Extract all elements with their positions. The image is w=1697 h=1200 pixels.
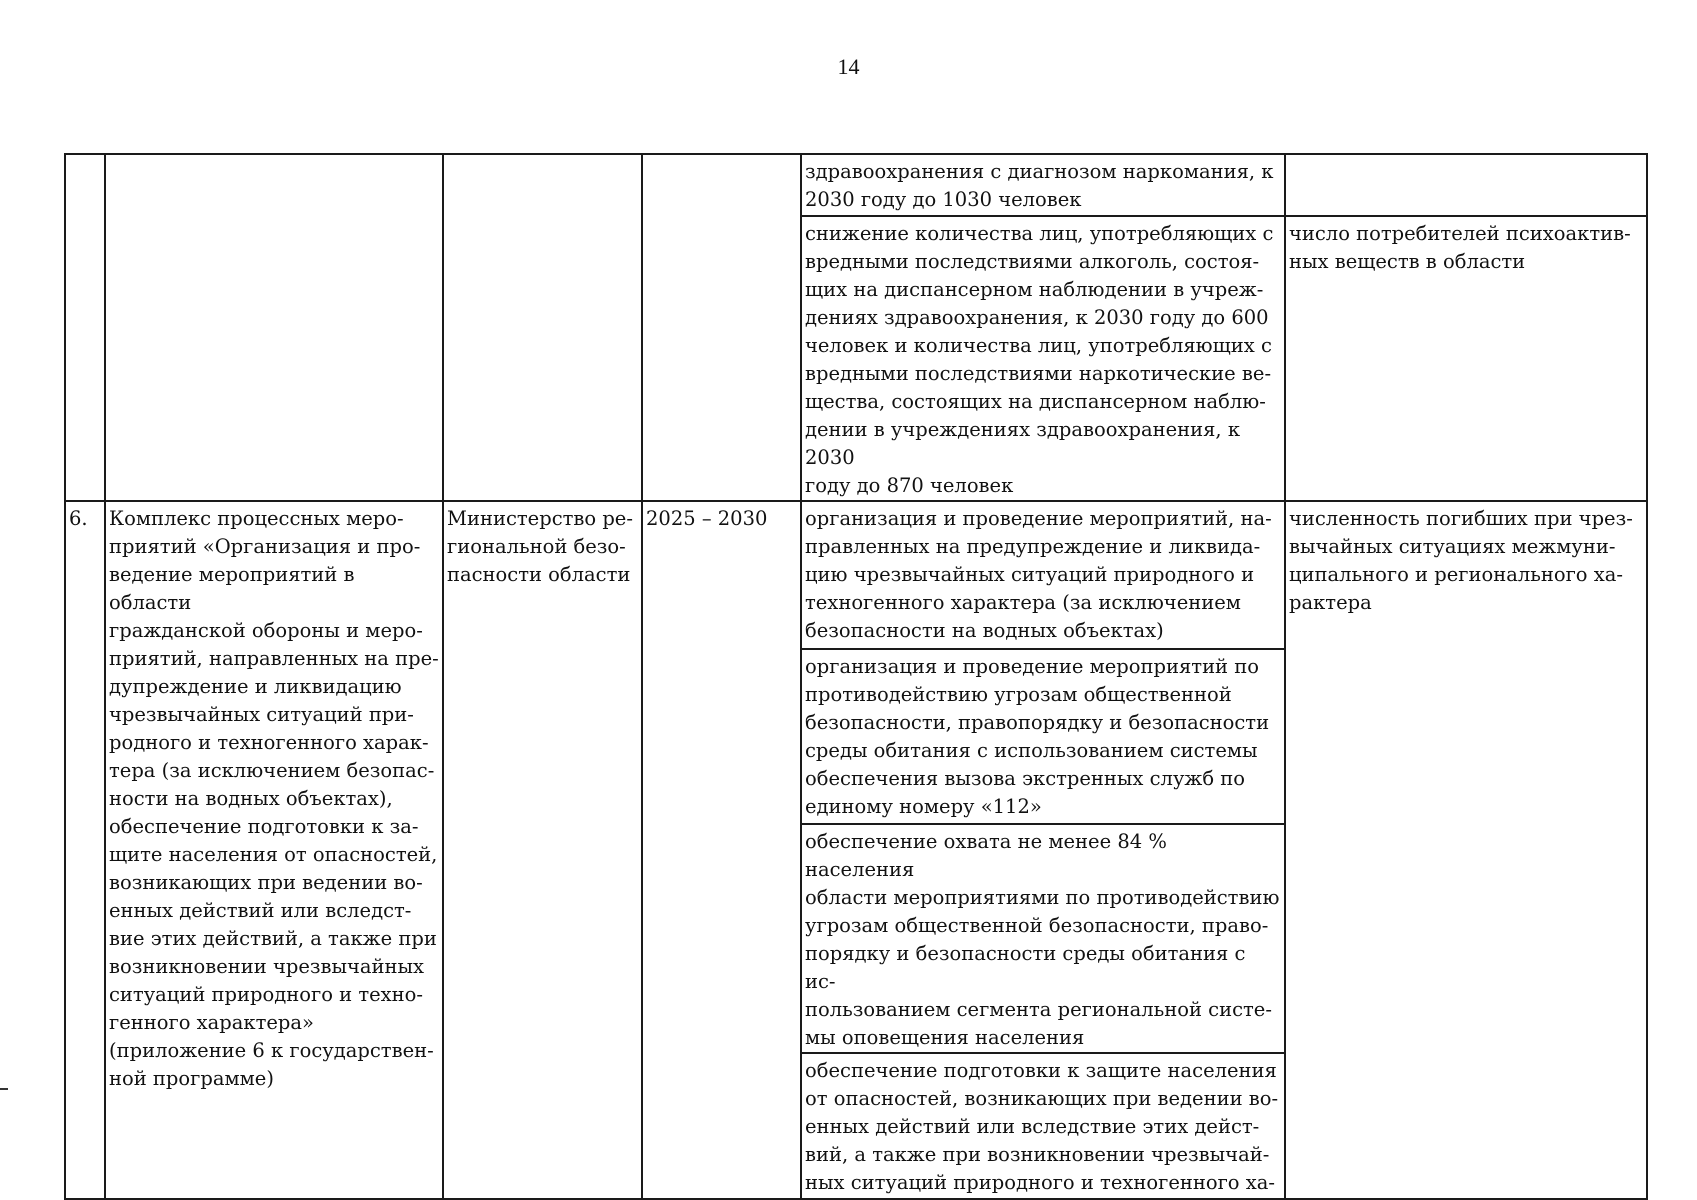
cell-name-empty: [105, 154, 443, 501]
table-row-continued-1: [65, 154, 1647, 216]
cell-period: 2025 – 2030: [642, 501, 801, 1199]
cell-task-2: организация и проведение мероприятий по противодействию угрозам общественной безопасности, правопорядку и безопасности среды обитания с использованием системы обеспечения вызова экстренных служб по единому номеру «112»: [801, 649, 1285, 824]
page-number: 14: [837, 54, 860, 79]
cell-task-alcohol-drugs: снижение количества лиц, употребляющих с вредными последствиями алкоголь, состоя- щих на диспансерном наблюдении в учреж- дениях здравоохранения, к 2030 году до 600 человек и количества лиц, употребляющих с вредными последствиями наркотические ве- щества, состоящих на диспансерном наблю- дении в учреждениях здравоохранения, к 2030 году до 870 человек: [801, 216, 1285, 501]
cell-responsible: Министерство ре- гиональной безо- пасности области: [443, 501, 642, 1199]
cell-indicator: численность погибших при чрез- вычайных ситуациях межмуни- ципального и регионального ха- рактера: [1285, 501, 1647, 1199]
cell-row-number: 6.: [65, 501, 105, 1199]
cell-task-3: обеспечение охвата не менее 84 % населения области мероприятиями по противодействию угрозам общественной безопасности, право- порядку и безопасности среды обитания с ис- пользованием сегмента региональной систе- мы оповещения населения: [801, 824, 1285, 1053]
cell-number-empty: [65, 154, 105, 501]
cell-indicator-psychoactive: число потребителей психоактив- ных веществ в области: [1285, 216, 1647, 501]
program-table: [64, 153, 1648, 1200]
cell-task-continued: здравоохранения с диагнозом наркомания, к 2030 году до 1030 человек: [801, 154, 1285, 216]
cell-responsible-empty: [443, 154, 642, 501]
cell-task-4: обеспечение подготовки к защите населения от опасностей, возникающих при ведении во- енных действий или вследствие этих дейст- вий, а также при возникновении чрезвычай- ных ситуаций природного и техногенного ха-: [801, 1053, 1285, 1199]
cell-program-name: Комплекс процессных меро- приятий «Организация и про- ведение мероприятий в области гражданской обороны и меро- приятий, направленных на пре- дупреждение и ликвидацию чрезвычайных ситуаций при- родного и техногенного харак- тера (за исключением безопас- ности на водных объектах), обеспечение подготовки к за- щите населения от опасностей, возникающих при ведении во- енных действий или вследст- вие этих действий, а также при возникновении чрезвычайных ситуаций природного и техно- генного характера» (приложение 6 к государствен- ной программе): [105, 501, 443, 1199]
cell-period-empty: [642, 154, 801, 501]
cell-task-1: организация и проведение мероприятий, на- правленных на предупреждение и ликвида- цию чрезвычайных ситуаций природного и техногенного характера (за исключением безопасности на водных объектах): [801, 501, 1285, 649]
scan-edge-mark: [0, 1088, 8, 1090]
table-row-6: [65, 501, 1647, 649]
cell-indicator-empty: [1285, 154, 1647, 216]
